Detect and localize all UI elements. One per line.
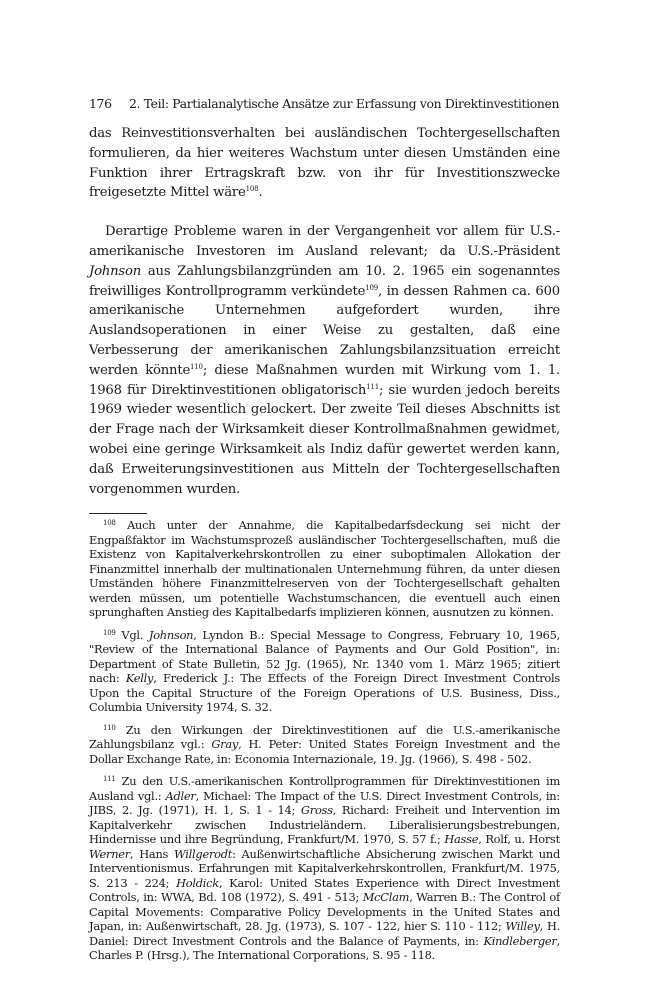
footnote-number: 111 [103, 775, 116, 784]
footnote-108: $^{108}$ Auch unter der Annahme, die Kapitalbedarfsdeckung sei nicht der Engpaßfaktor im Wachstumsprozeß ausländischer Tochtergesellschaften, muß die Existenz von Kapitalverkehrskontrollen zu einer suboptimalen Allokation der Finanzmittel innerhalb der multinationalen Unternehmung führen, da unter diesen Umständen höhere Finanzmittelreserven von der Tochtergesellschaft gehalten werden müssen, um potentielle Wachstumschancen, die eventuell auch einen sprunghaften Anstieg des Kapitalbedarfs implizieren können, ausnutzen zu können. [89, 518, 560, 620]
main-text [89, 124, 560, 499]
running-title: 2. Teil: Partialanalytische Ansätze zur Erfassung von Direktinvestitionen [129, 96, 560, 111]
author-johnson: Johnson [89, 263, 142, 279]
page-number: 176 [89, 96, 112, 111]
footnote-separator [89, 513, 147, 514]
running-header [89, 96, 560, 112]
footnote-ref-110: 110 [190, 362, 203, 371]
footnote-ref-109: 109 [365, 283, 378, 292]
footnotes [89, 518, 560, 963]
footnote-ref-111: 111 [366, 382, 379, 391]
footnote-ref-108: 108 [245, 185, 259, 194]
footnote-number: 109 [103, 628, 116, 637]
book-page [89, 96, 560, 971]
footnote-number: 108 [103, 519, 116, 528]
footnote-109: $^{109}$ Vgl. Johnson, Lyndon B.: Special Message to Congress, February 10, 1965, "Review of the International Balance of Payments and Our Gold Position", in: Department of State Bulletin, 52 Jg. (1965), Nr. 1340 vom 1. März 1965; zitiert nach: Kelly, Frederick J.: The Effects of the Foreign Direct Investment Controls Upon the Capital Structure of the Foreign Operations of U.S. Business, Diss., Columbia University 1974, S. 32. [89, 627, 560, 715]
paragraph-2: Derartige Probleme waren in der Vergangenheit vor allem für U.S.-amerikanische Investoren im Ausland relevant; da U.S.-Präsident Johnson aus Zahlungsbilanzgründen am 10. 2. 1965 ein sogenanntes freiwilliges Kontrollprogramm verkündete$^{109}$, in dessen Rahmen ca. 600 amerikanische Unternehmen aufgefordert wurden, ihre Auslandsoperationen in einer Weise zu gestalten, daß eine Verbesserung der amerikanischen Zahlungsbilanzsituation erreicht werden könnte$^{110}$; diese Maßnahmen wurden mit Wirkung vom 1. 1. 1968 für Direktinvestitionen obligatorisch$^{111}$; sie wurden jedoch bereits 1969 wieder wesentlich gelockert. Der zweite Teil dieses Abschnitts ist der Frage nach der Wirksamkeit dieser Kontrollmaßnahmen gewidmet, wobei eine geringe Wirksamkeit als Indiz dafür gewertet werden kann, daß Erweiterungsinvestitionen aus Mitteln der Tochtergesellschaften vorgenommen wurden. [89, 224, 561, 497]
footnote-number: 110 [103, 723, 116, 732]
footnote-110: $^{110}$ Zu den Wirkungen der Direktinvestitionen auf die U.S.-amerikanische Zahlungsbilanz vgl.: Gray, H. Peter: United States Foreign Investment and the Dollar Exchange Rate, in: Economia Internazionale, 19. Jg. (1966), S. 498 - 502. [89, 722, 561, 766]
paragraph-1: das Reinvestitionsverhalten bei ausländischen Tochtergesellschaften formulieren, da hier weiteres Wachstum unter diesen Umständen eine Funktion ihrer Ertragskraft bzw. von ihr für Investitionszwecke freigesetzte Mittel wäre$^{108}$. [89, 126, 560, 201]
footnote-111: $^{111}$ Zu den U.S.-amerikanischen Kontrollprogrammen für Direktinvestitionen im Ausland vgl.: Adler, Michael: The Impact of the U.S. Direct Investment Controls, in: JIBS, 2. Jg. (1971), H. 1, S. 1 - 14; Gross, Richard: Freiheit und Intervention im Kapitalverkehr zwischen Industrieländern. Liberalisierungsbestrebungen, Hindernisse und ihre Begründung, Frankfurt/M. 1970, S. 57 f.; Hasse, Rolf, u. Horst Werner, Hans Willgerodt: Außenwirtschaftliche Absicherung zwischen Markt und Interventionismus. Erfahrungen mit Kapitalverkehrskontrollen, Frankfurt/M. 1975, S. 213 - 224; Holdick, Karol: United States Experience with Direct Investment Controls, in: WWA, Bd. 108 (1972), S. 491 - 513; McClam, Warren B.: The Control of Capital Movements: Comparative Policy Developments in the United States and Japan, in: Außenwirtschaft, 28. Jg. (1973), S. 107 - 122, hier S. 110 - 112; Willey, H. Daniel: Direct Investment Controls and the Balance of Payments, in: Kindleberger, Charles P. (Hrsg.), The International Corporations, S. 95 - 118. [89, 774, 561, 963]
